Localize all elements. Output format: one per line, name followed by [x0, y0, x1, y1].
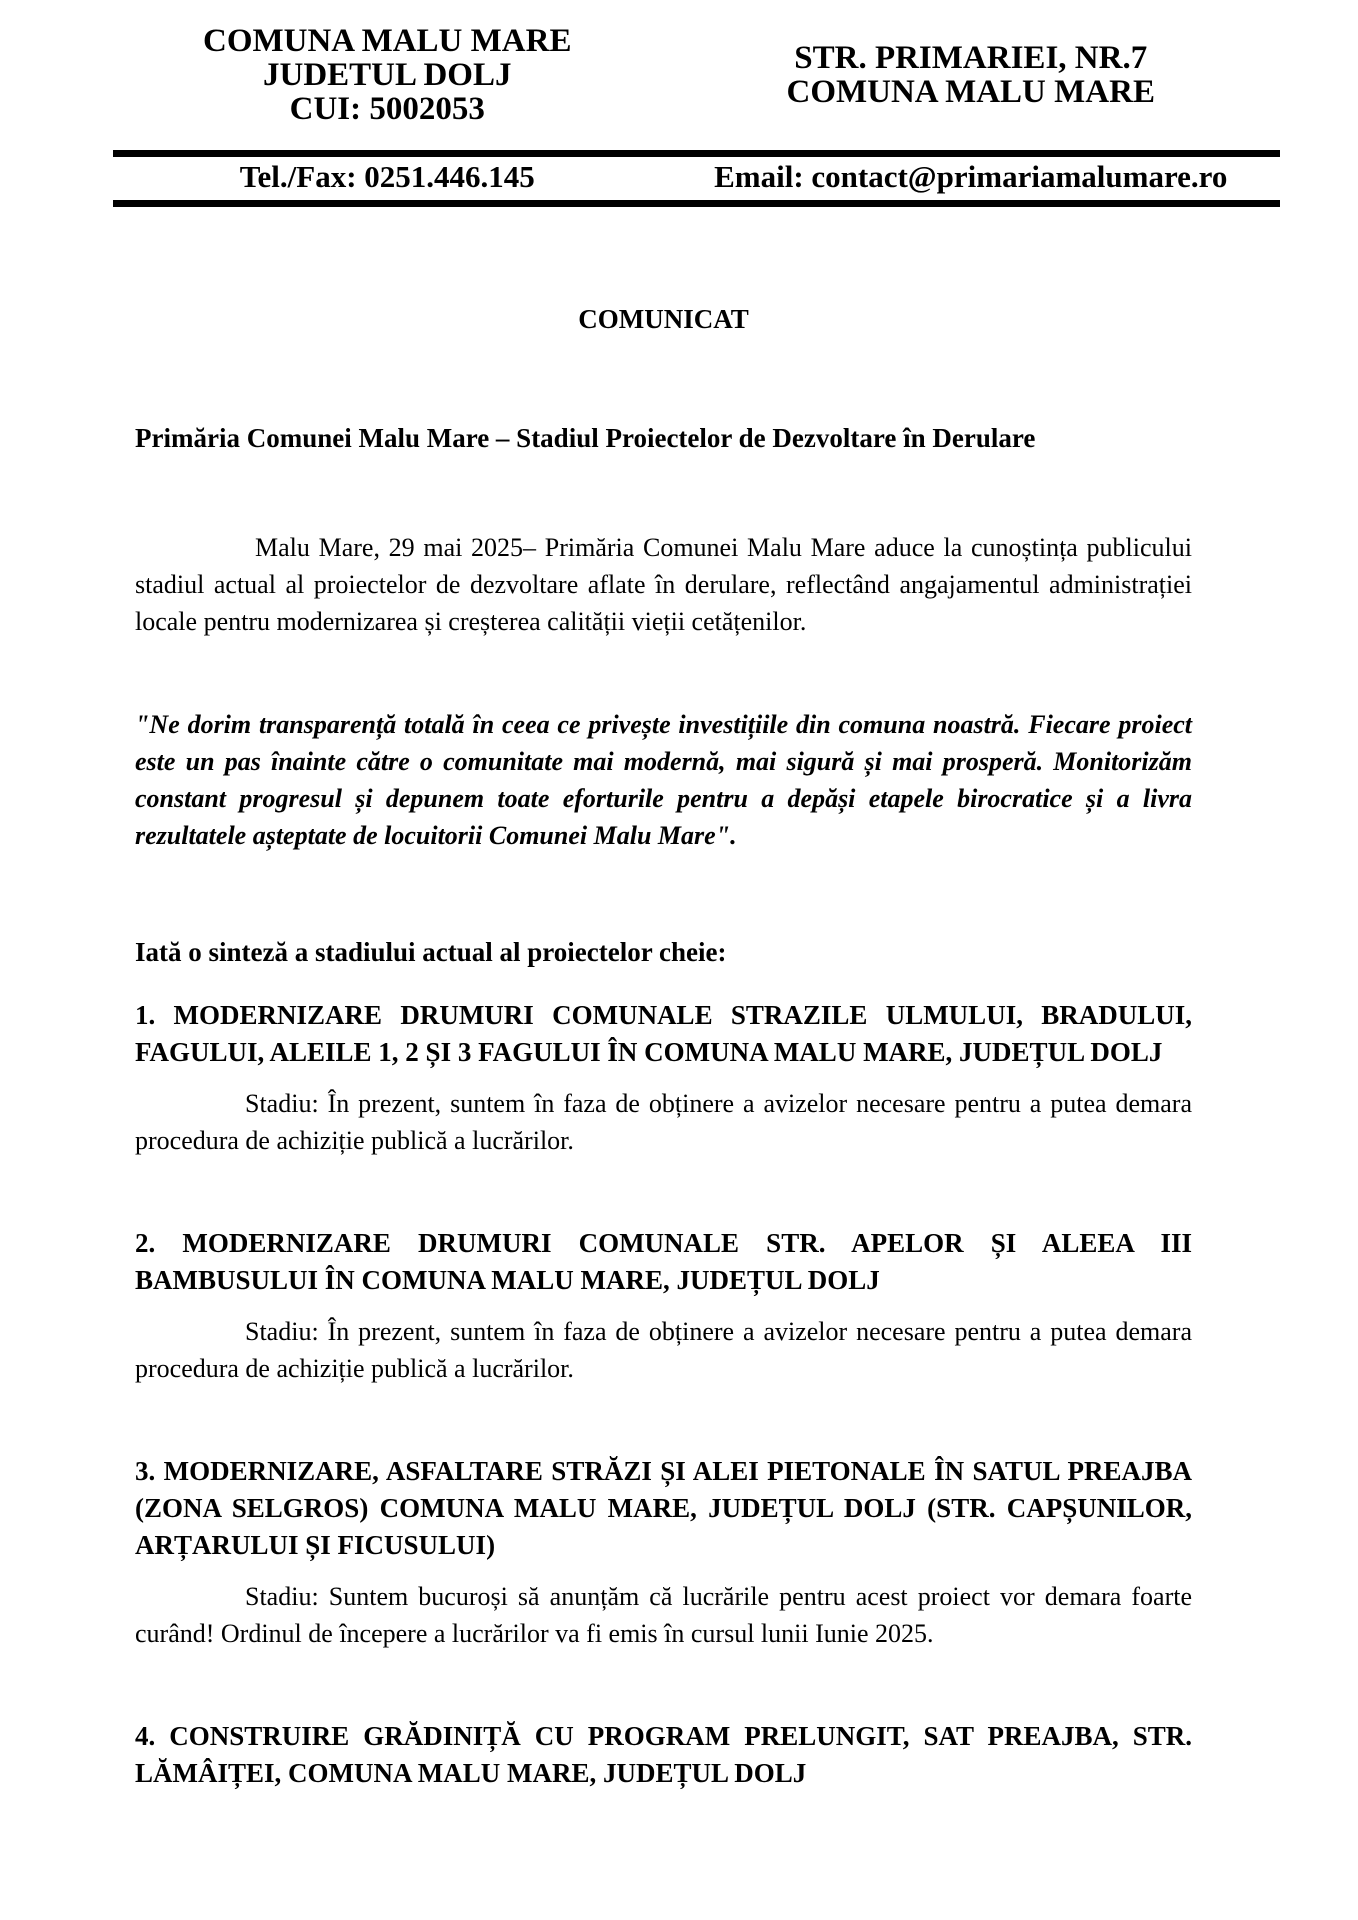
letterhead-contact-row	[113, 150, 1280, 207]
document-content	[135, 301, 1192, 1792]
commune-address: COMUNA MALU MARE	[786, 74, 1155, 110]
project-title: 1. MODERNIZARE DRUMURI COMUNALE STRAZILE ULMULUI, BRADULUI, FAGULUI, ALEILE 1, 2 ȘI 3 FAGULUI ÎN COMUNA MALU MARE, JUDEȚUL DOLJ	[135, 1000, 1192, 1067]
project-title: 2. MODERNIZARE DRUMURI COMUNALE STR. APELOR ȘI ALEEA III BAMBUSULUI ÎN COMUNA MALU MARE, JUDEȚUL DOLJ	[135, 1228, 1192, 1295]
project-status: Stadiu: În prezent, suntem în faza de obținere a avizelor necesare pentru a putea demara procedura de achiziție publică a lucrărilor.	[135, 1089, 1192, 1155]
letterhead	[113, 24, 1280, 207]
commune-name: COMUNA MALU MARE	[203, 23, 572, 59]
project-title: 4. CONSTRUIRE GRĂDINIȚĂ CU PROGRAM PRELUNGIT, SAT PREAJBA, STR. LĂMÂIȚEI, COMUNA MALU MARE, JUDEȚUL DOLJ	[135, 1721, 1192, 1788]
intro-paragraph: Malu Mare, 29 mai 2025– Primăria Comunei Malu Mare aduce la cunoștința publicului stadiul actual al proiectelor de dezvoltare aflate în derulare, reflectând angajamentul administrației locale pentru modernizarea și creșterea calității vieții cetățenilor.	[135, 533, 1192, 636]
street-address: STR. PRIMARIEI, NR.7	[794, 40, 1148, 76]
project-title: 3. MODERNIZARE, ASFALTARE STRĂZI ȘI ALEI PIETONALE ÎN SATUL PREAJBA (ZONA SELGROS) COMUNA MALU MARE, JUDEȚUL DOLJ (STR. CAPȘUNILOR, ARȚARULUI ȘI FICUSULUI)	[135, 1456, 1192, 1560]
quote-paragraph: "Ne dorim transparență totală în ceea ce privește investițiile din comuna noastră. Fiecare proiect este un pas înainte către o comunitate mai modernă, mai sigură și mai prosperă. Monitorizăm constant progresul și depunem toate eforturile pentru a depăși etapele birocratice și a livra rezultatele așteptate de locuitorii Comunei Malu Mare".	[135, 710, 1192, 850]
document-title: COMUNICAT	[578, 304, 749, 334]
project-item-4	[135, 1718, 1192, 1792]
phone-fax: Tel./Fax: 0251.446.145	[239, 159, 535, 194]
project-item-2	[135, 1225, 1192, 1387]
county-name: JUDETUL DOLJ	[263, 57, 512, 93]
cui-number: CUI: 5002053	[289, 91, 485, 127]
project-status: Stadiu: Suntem bucuroși să anunțăm că lucrările pentru acest proiect vor demara foarte curând! Ordinul de începere a lucrărilor va fi emis în cursul lunii Iunie 2025.	[135, 1582, 1192, 1648]
document-subject: Primăria Comunei Malu Mare – Stadiul Proiectelor de Dezvoltare în Derulare	[135, 423, 1036, 453]
letterhead-top	[113, 24, 1280, 126]
letterhead-right-block	[661, 24, 1280, 126]
project-item-1	[135, 997, 1192, 1159]
project-status: Stadiu: În prezent, suntem în faza de obținere a avizelor necesare pentru a putea demara procedura de achiziție publică a lucrărilor.	[135, 1317, 1192, 1383]
summary-heading: Iată o sinteză a stadiului actual al proiectelor cheie:	[135, 937, 727, 967]
email: Email: contact@primariamalumare.ro	[714, 159, 1228, 194]
project-item-3	[135, 1453, 1192, 1652]
letterhead-left-block	[113, 24, 661, 126]
